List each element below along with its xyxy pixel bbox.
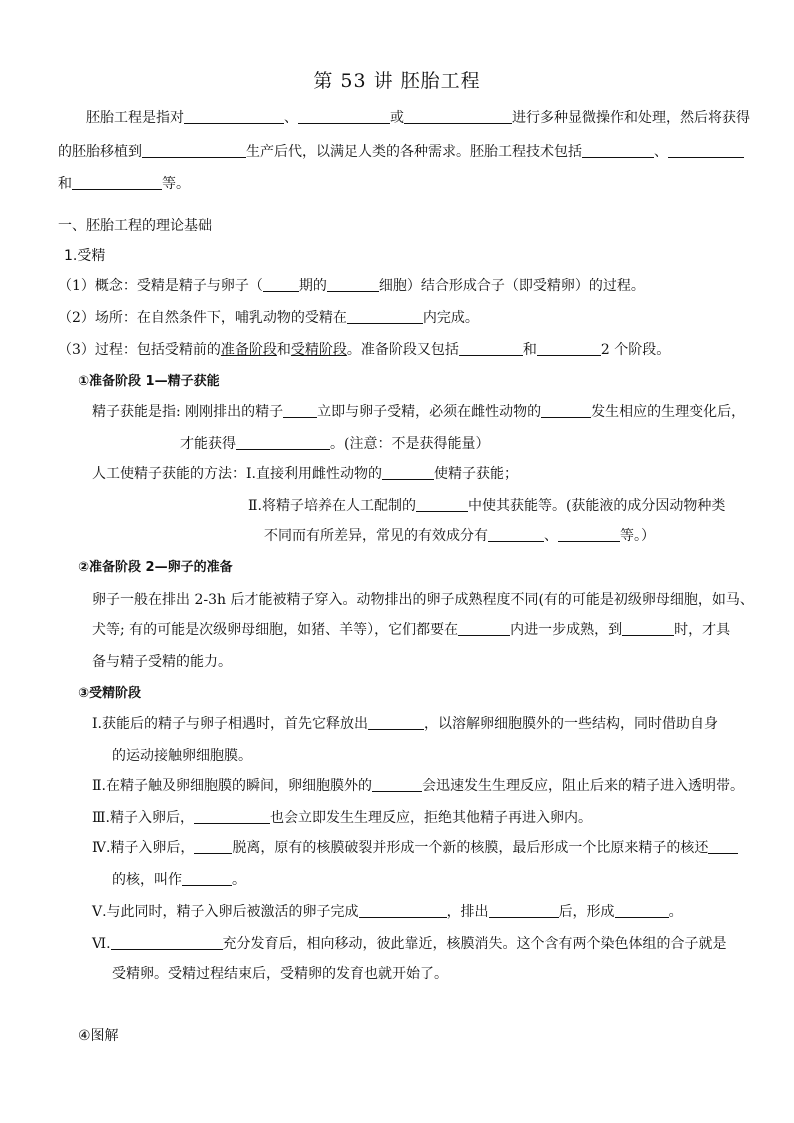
blank[interactable]: [72, 174, 162, 190]
blank[interactable]: [283, 402, 317, 418]
blank[interactable]: [194, 808, 270, 824]
blank[interactable]: [194, 838, 232, 854]
stage1-method-1: 人工使精子获能的方法：Ⅰ.直接利用雌性动物的 使精子获能；: [92, 466, 518, 482]
blank[interactable]: [359, 902, 447, 918]
blank[interactable]: [263, 276, 299, 292]
blank[interactable]: [142, 142, 246, 158]
blank[interactable]: [541, 402, 591, 418]
blank[interactable]: [372, 776, 422, 792]
blank[interactable]: [327, 276, 379, 292]
stage1-line-2: 才能获得 。(注意：不是获得能量）: [180, 436, 490, 452]
stage3-item-1-cont: 的运动接触卵细胞膜。: [112, 748, 252, 764]
stage2-heading: ②准备阶段 2—卵子的准备: [78, 560, 233, 575]
process-line: （3）过程：包括受精前的准备阶段和受精阶段。准备阶段又包括 和 2 个阶段。: [58, 342, 671, 358]
stage3-item-1: Ⅰ.获能后的精子与卵子相遇时，首先它释放出 ，以溶解卵细胞膜外的一些结构，同时借助自身: [92, 716, 718, 732]
intro-line-1: 胚胎工程是指对 、 或 进行多种显微操作和处理，然后将获得: [86, 110, 750, 126]
intro-line-3: 和 等。: [58, 176, 190, 192]
blank[interactable]: [382, 464, 434, 480]
section-heading: 一、胚胎工程的理论基础: [58, 218, 212, 234]
location-line: （2）场所：在自然条件下，哺乳动物的受精在 内完成。: [58, 310, 479, 326]
blank[interactable]: [111, 934, 223, 950]
blank[interactable]: [488, 526, 544, 542]
stage1-line-1: 精子获能是指: 刚刚排出的精子 立即与卵子受精，必须在雌性动物的 发生相应的生理变化后，: [92, 404, 746, 420]
stage1-method-3: 不同而有所差异，常见的有效成分有 、 等。）: [264, 528, 655, 544]
blank[interactable]: [458, 620, 510, 636]
blank[interactable]: [404, 108, 512, 124]
blank[interactable]: [622, 620, 674, 636]
blank[interactable]: [615, 902, 669, 918]
concept-line: （1）概念：受精是精子与卵子（ 期的 细胞）结合形成合子（即受精卵）的过程。: [58, 278, 645, 294]
stage3-item-6-cont: 受精卵。受精过程结束后，受精卵的发育也就开始了。: [112, 966, 448, 982]
blank[interactable]: [489, 902, 559, 918]
blank[interactable]: [459, 340, 523, 356]
blank[interactable]: [558, 526, 620, 542]
blank[interactable]: [537, 340, 601, 356]
stage2-line-2: 犬等; 有的可能是次级卵母细胞，如猪、羊等），它们都要在 内进一步成熟，到 时，才具: [92, 622, 731, 638]
stage3-item-6: Ⅵ. 充分发育后，相向移动，彼此靠近，核膜消失。这个含有两个染色体组的合子就是: [92, 936, 727, 952]
stage4-heading: ④图解: [78, 1028, 119, 1044]
blank[interactable]: [582, 142, 654, 158]
stage3-item-4-cont: 的核，叫作 。: [112, 872, 246, 888]
blank[interactable]: [182, 870, 232, 886]
page-title: 第 53 讲 胚胎工程: [313, 70, 481, 92]
stage3-heading: ③受精阶段: [78, 686, 142, 701]
stage3-item-2: Ⅱ.在精子触及卵细胞膜的瞬间，卵细胞膜外的 会迅速发生生理反应，阻止后来的精子进入透明带。: [92, 778, 744, 794]
stage3-item-3: Ⅲ.精子入卵后， 也会立即发生生理反应，拒绝其他精子再进入卵内。: [92, 810, 592, 826]
blank[interactable]: [347, 308, 423, 324]
blank[interactable]: [708, 838, 738, 854]
blank[interactable]: [368, 714, 424, 730]
stage3-item-5: Ⅴ.与此同时，精子入卵后被激活的卵子完成 ，排出 后，形成 。: [92, 904, 683, 920]
intro-line-2: 的胚胎移植到 生产后代，以满足人类的各种需求。胚胎工程技术包括 、: [58, 142, 744, 162]
stage1-heading: ①准备阶段 1—精子获能: [78, 374, 220, 389]
blank[interactable]: [184, 108, 284, 124]
stage1-method-2: Ⅱ.将精子培养在人工配制的 中使其获能等。(获能液的成分因动物种类: [248, 498, 726, 514]
stage3-item-4: Ⅳ.精子入卵后， 脱离，原有的核膜破裂并形成一个新的核膜，最后形成一个比原来精子的核还: [92, 838, 738, 858]
blank[interactable]: [298, 108, 390, 124]
blank[interactable]: [236, 434, 330, 450]
stage2-line-1: 卵子一般在排出 2-3h 后才能被精子穿入。动物排出的卵子成熟程度不同(有的可能是初级卵母细胞，如马、: [92, 592, 754, 608]
stage2-line-3: 备与精子受精的能力。: [92, 654, 232, 670]
blank[interactable]: [416, 496, 468, 512]
blank[interactable]: [668, 142, 744, 158]
subsection-heading: 1.受精: [64, 248, 106, 264]
